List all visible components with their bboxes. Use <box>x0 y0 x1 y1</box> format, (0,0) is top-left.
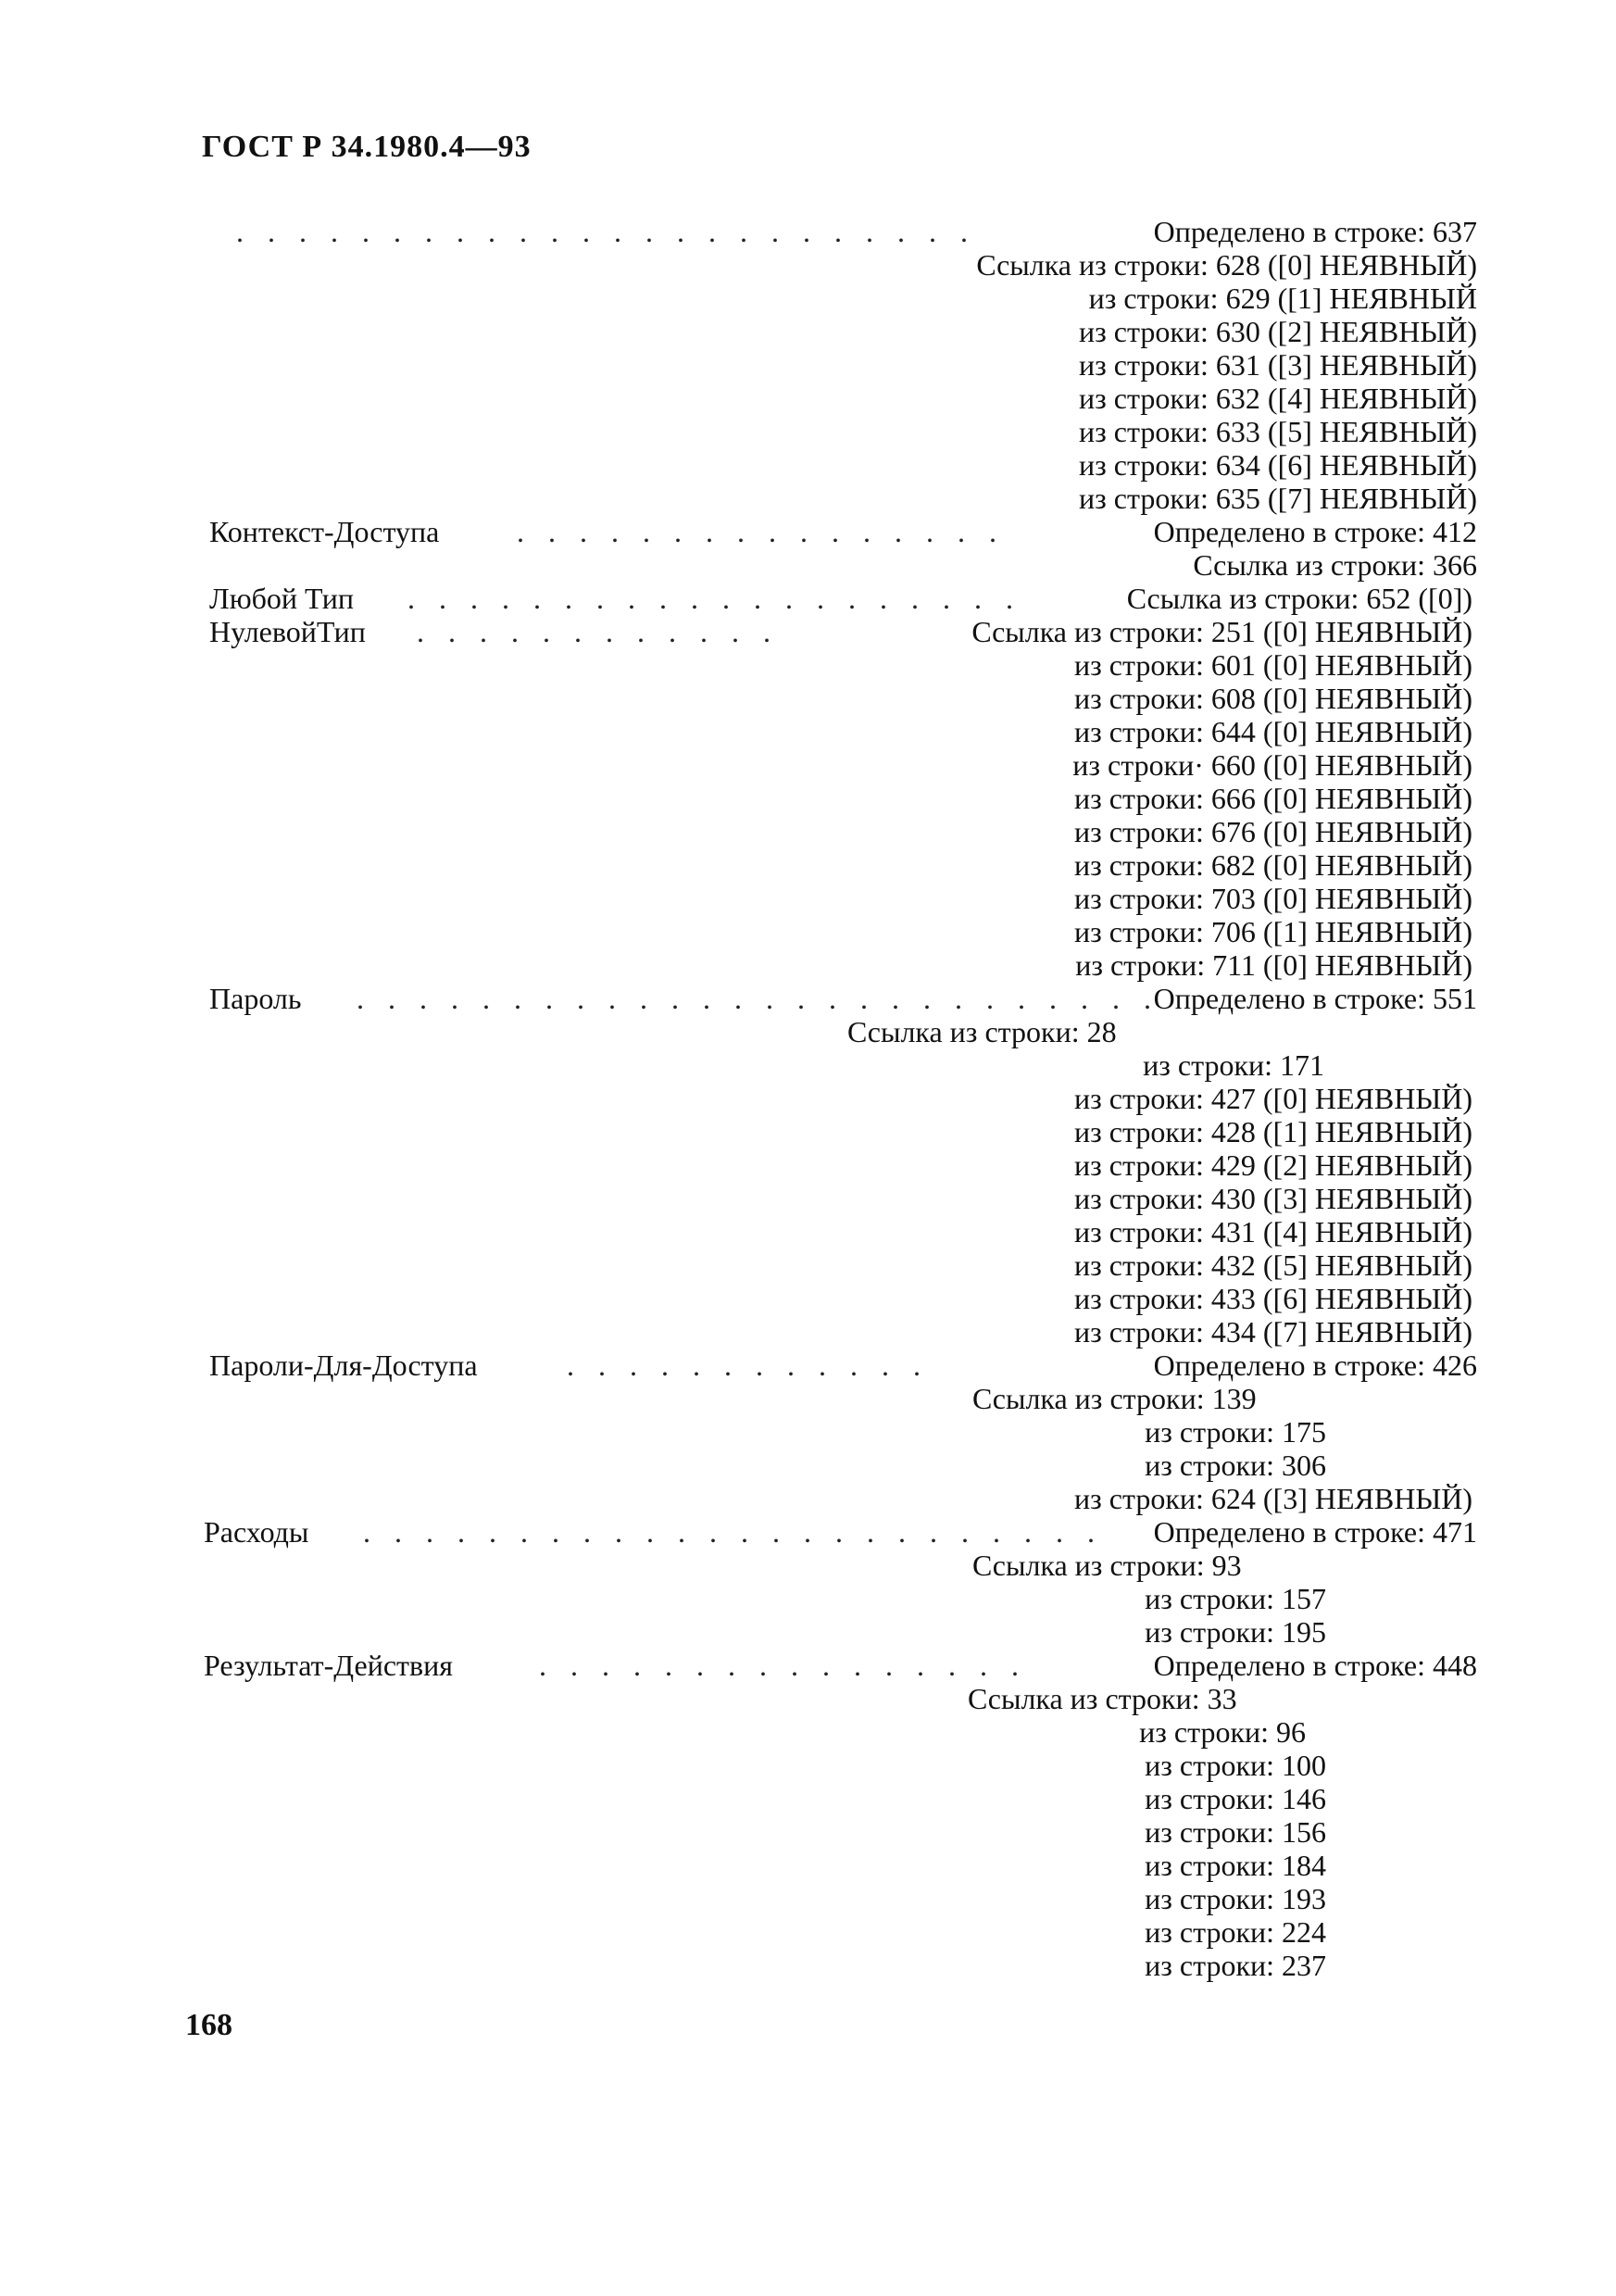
index-reference-line: из строки: 432 ([5] НЕЯВНЫЙ) <box>1074 1248 1472 1282</box>
index-reference-line: из строки: 703 ([0] НЕЯВНЫЙ) <box>1074 882 1472 915</box>
index-reference-line: из строки: 430 ([3] НЕЯВНЫЙ) <box>1074 1182 1472 1215</box>
index-reference-line: из строки: 224 <box>1145 1915 1326 1949</box>
index-term: Пароль <box>209 982 302 1015</box>
index-first-reference: Определено в строке: 471 <box>1153 1515 1477 1549</box>
index-reference-line: из строки: 428 ([1] НЕЯВНЫЙ) <box>1074 1115 1472 1148</box>
index-first-reference: Определено в строке: 551 <box>1153 982 1477 1015</box>
index-reference-line: из строки· 660 ([0] НЕЯВНЫЙ) <box>1072 748 1472 782</box>
index-reference-line: Ссылка из строки: 28 <box>847 1015 1117 1048</box>
index-reference-line: из строки: 156 <box>1145 1815 1326 1849</box>
index-reference-line: Ссылка из строки: 33 <box>968 1682 1237 1715</box>
index-reference-line: из строки: 706 ([1] НЕЯВНЫЙ) <box>1074 915 1472 948</box>
index-reference-line: из строки: 96 <box>1139 1715 1306 1749</box>
index-reference-line: из строки: 601 ([0] НЕЯВНЫЙ) <box>1074 648 1472 682</box>
index-reference-line: из строки: 635 ([7] НЕЯВНЫЙ) <box>1079 482 1477 515</box>
index-reference-line: из строки: 195 <box>1145 1615 1326 1649</box>
index-reference-line: из строки: 429 ([2] НЕЯВНЫЙ) <box>1074 1148 1472 1182</box>
page-number: 168 <box>185 2008 232 2042</box>
index-reference-line: из строки: 682 ([0] НЕЯВНЫЙ) <box>1074 848 1472 882</box>
dot-leader: . . . . . . . . . . . . <box>567 1349 929 1382</box>
index-first-reference: Определено в строке: 448 <box>1153 1649 1477 1682</box>
index-reference-line: из строки: 666 ([0] НЕЯВНЫЙ) <box>1074 782 1472 815</box>
index-reference-line: из строки: 171 <box>1143 1048 1324 1082</box>
index-term: НулевойТип <box>209 615 366 648</box>
index-reference-line: из строки: 434 ([7] НЕЯВНЫЙ) <box>1074 1315 1472 1349</box>
index-reference-line: из строки: 146 <box>1145 1782 1326 1815</box>
index-first-reference: Определено в строке: 426 <box>1153 1349 1477 1382</box>
index-reference-line: из строки: 184 <box>1145 1849 1326 1882</box>
index-reference-line: Ссылка из строки: 628 ([0] НЕЯВНЫЙ) <box>976 248 1477 282</box>
index-reference-line: из строки: 631 ([3] НЕЯВНЫЙ) <box>1079 348 1477 382</box>
index-term: Результат-Действия <box>204 1649 453 1682</box>
index-reference-line: из строки: 629 ([1] НЕЯВНЫЙ <box>1088 282 1477 315</box>
dot-leader: . . . . . . . . . . . . . . . . <box>539 1649 1027 1682</box>
dot-leader: . . . . . . . . . . . . . . . . . . . . . . . . <box>236 215 976 248</box>
dot-leader: . . . . . . . . . . . . . . . . . . . . <box>407 582 1021 615</box>
index-first-reference: Определено в строке: 637 <box>1153 215 1477 248</box>
index-reference-line: из строки: 157 <box>1145 1582 1326 1615</box>
index-reference-line: из строки: 632 ([4] НЕЯВНЫЙ) <box>1079 382 1477 415</box>
dot-leader: . . . . . . . . . . . . . . . . . . . . . . . . <box>363 1515 1103 1549</box>
index-reference-line: из строки: 427 ([0] НЕЯВНЫЙ) <box>1074 1082 1472 1115</box>
index-term: Контекст-Доступа <box>209 515 440 548</box>
index-first-reference: Определено в строке: 412 <box>1153 515 1477 548</box>
index-reference-line: из строки: 676 ([0] НЕЯВНЫЙ) <box>1074 815 1472 848</box>
index-reference-line: из строки: 633 ([5] НЕЯВНЫЙ) <box>1079 415 1477 448</box>
index-reference-line: Ссылка из строки: 93 <box>972 1549 1242 1582</box>
index-reference-line: из строки: 237 <box>1145 1949 1326 1982</box>
dot-leader: . . . . . . . . . . . . <box>417 615 779 648</box>
dot-leader: . . . . . . . . . . . . . . . . . . . . . . . . . . <box>357 982 1159 1015</box>
index-reference-line: из строки: 306 <box>1145 1449 1326 1482</box>
index-reference-line: из строки: 630 ([2] НЕЯВНЫЙ) <box>1079 315 1477 348</box>
index-first-reference: Ссылка из строки: 652 ([0]) <box>1126 582 1472 615</box>
page-header: ГОСТ Р 34.1980.4—93 <box>202 130 532 164</box>
dot-leader: . . . . . . . . . . . . . . . . <box>517 515 1005 548</box>
index-reference-line: из строки: 193 <box>1145 1882 1326 1915</box>
index-term: Любой Тип <box>209 582 355 615</box>
index-reference-line: Ссылка из строки: 139 <box>972 1382 1257 1415</box>
index-reference-line: из строки: 634 ([6] НЕЯВНЫЙ) <box>1079 448 1477 482</box>
index-reference-line: из строки: 608 ([0] НЕЯВНЫЙ) <box>1074 682 1472 715</box>
index-term: Пароли-Для-Доступа <box>209 1349 478 1382</box>
index-reference-line: из строки: 711 ([0] НЕЯВНЫЙ) <box>1075 948 1472 982</box>
index-reference-line: из строки: 644 ([0] НЕЯВНЫЙ) <box>1074 715 1472 748</box>
index-reference-line: Ссылка из строки: 366 <box>1193 548 1477 582</box>
index-term: Расходы <box>204 1515 309 1549</box>
index-reference-line: из строки: 175 <box>1145 1415 1326 1449</box>
index-reference-line: из строки: 624 ([3] НЕЯВНЫЙ) <box>1074 1482 1472 1515</box>
index-reference-line: из строки: 433 ([6] НЕЯВНЫЙ) <box>1074 1282 1472 1315</box>
index-first-reference: Ссылка из строки: 251 ([0] НЕЯВНЫЙ) <box>971 615 1472 648</box>
index-reference-line: из строки: 100 <box>1145 1749 1326 1782</box>
index-reference-line: из строки: 431 ([4] НЕЯВНЫЙ) <box>1074 1215 1472 1248</box>
